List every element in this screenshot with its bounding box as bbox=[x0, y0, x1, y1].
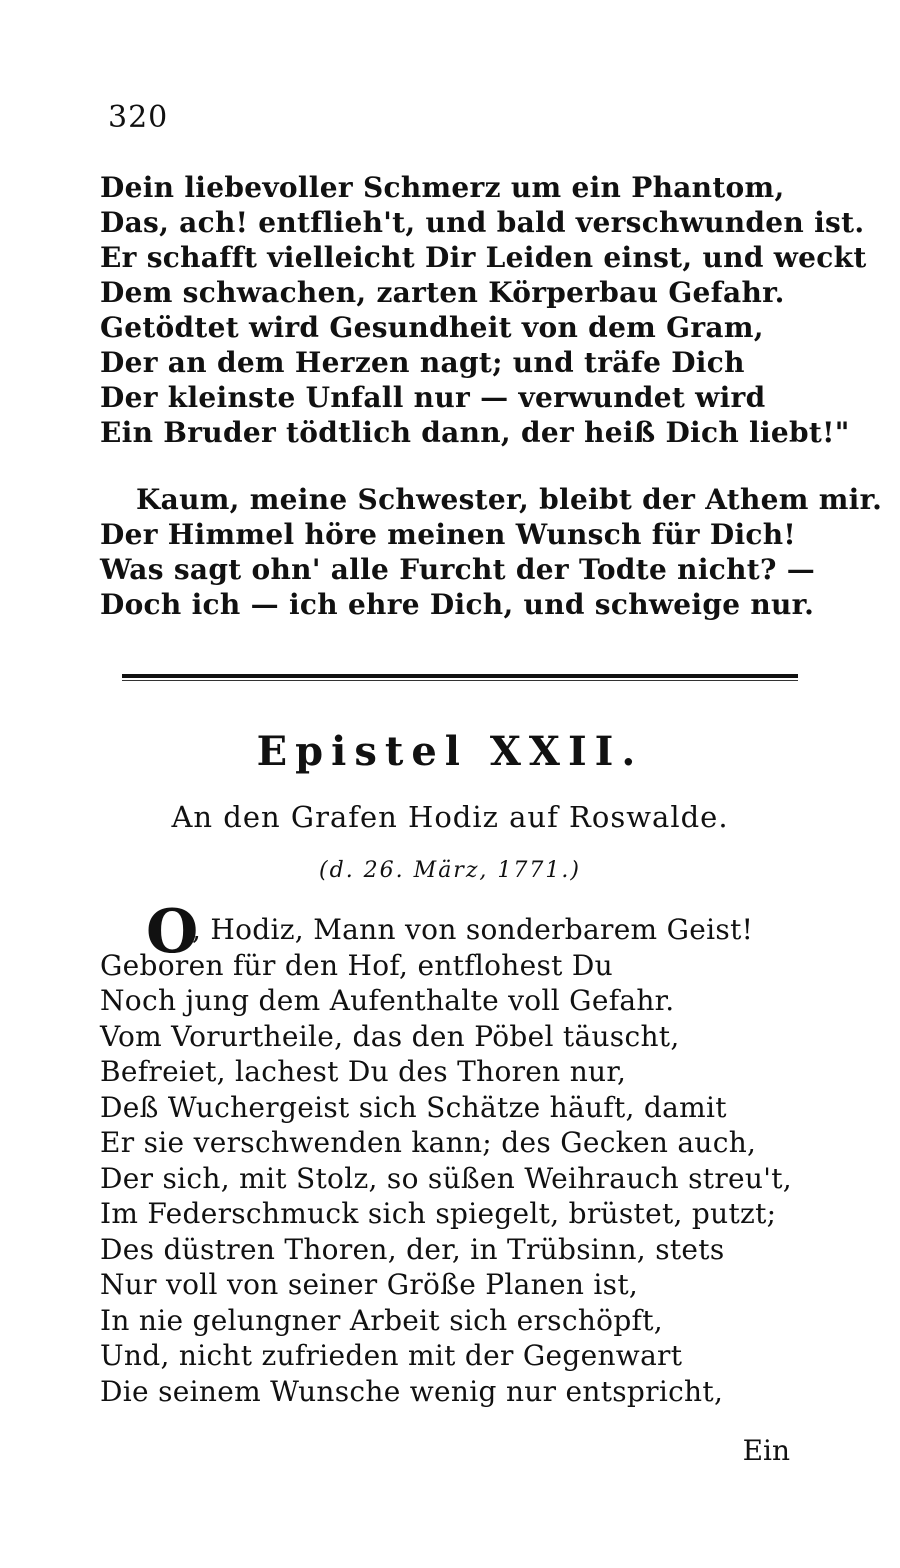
catchword: Ein bbox=[742, 1434, 790, 1467]
verse-line: Getödtet wird Gesundheit von dem Gram, bbox=[100, 311, 764, 344]
verse-line: Was sagt ohn' alle Furcht der Todte nicht? — bbox=[100, 553, 816, 586]
page-number: 320 bbox=[108, 100, 169, 135]
verse-line: Die seinem Wunsche wenig nur entspricht, bbox=[100, 1374, 724, 1408]
verse-line: Dem schwachen, zarten Körperbau Gefahr. bbox=[100, 276, 785, 309]
verse-line: Geboren für den Hof, entflohest Du bbox=[100, 948, 613, 982]
verse-line: Befreiet, lachest Du des Thoren nur, bbox=[100, 1055, 627, 1088]
verse-line: Er schafft vielleicht Dir Leiden einst, und weckt bbox=[100, 241, 867, 274]
verse-line: Deß Wuchergeist sich Schätze häuft, damit bbox=[100, 1090, 727, 1124]
epistle-dedication: An den Grafen Hodiz auf Roswalde. bbox=[171, 800, 729, 834]
verse-line: Noch jung dem Aufenthalte voll Gefahr. bbox=[100, 984, 675, 1017]
epistle-heading: Epistel XXII. bbox=[256, 728, 644, 775]
verse-line: Das, ach! entflieh't, und bald verschwunden ist. bbox=[100, 206, 865, 239]
verse-line: Nur voll von seiner Größe Planen ist, bbox=[100, 1268, 639, 1301]
verse-line: Der kleinste Unfall nur — verwundet wird bbox=[100, 381, 766, 414]
verse-line: Der Himmel höre meinen Wunsch für Dich! bbox=[100, 518, 797, 551]
closing-stanza-two bbox=[100, 482, 883, 622]
verse-line: Der sich, mit Stolz, so süßen Weihrauch streu't, bbox=[100, 1161, 792, 1195]
verse-line: Ein Bruder tödtlich dann, der heiß Dich liebt!" bbox=[100, 416, 850, 449]
verse-line: Im Federschmuck sich spiegelt, brüstet, putzt; bbox=[100, 1197, 777, 1230]
epistle-date: (d. 26. März, 1771.) bbox=[319, 858, 581, 883]
epistle-body bbox=[100, 897, 800, 1409]
drop-cap: O bbox=[146, 897, 199, 967]
verse-line-rest: , Hodiz, Mann von sonderbarem Geist! bbox=[192, 913, 754, 946]
verse-line: Kaum, meine Schwester, bleibt der Athem mir. bbox=[136, 483, 883, 516]
section-divider bbox=[122, 674, 798, 678]
verse-line: Er sie verschwenden kann; des Gecken auch, bbox=[100, 1126, 757, 1159]
verse-line: Dein liebevoller Schmerz um ein Phantom, bbox=[100, 171, 785, 204]
verse-line: Des düstren Thoren, der, in Trübsinn, stets bbox=[100, 1232, 725, 1266]
verse-line: Vom Vorurtheile, das den Pöbel täuscht, bbox=[100, 1019, 680, 1053]
closing-stanza-one bbox=[100, 170, 867, 450]
verse-line: Doch ich — ich ehre Dich, und schweige nur. bbox=[100, 588, 815, 621]
verse-line: In nie gelungner Arbeit sich erschöpft, bbox=[100, 1303, 663, 1337]
verse-line: Und, nicht zufrieden mit der Gegenwart bbox=[100, 1339, 683, 1372]
verse-line: Der an dem Herzen nagt; und träfe Dich bbox=[100, 346, 745, 379]
